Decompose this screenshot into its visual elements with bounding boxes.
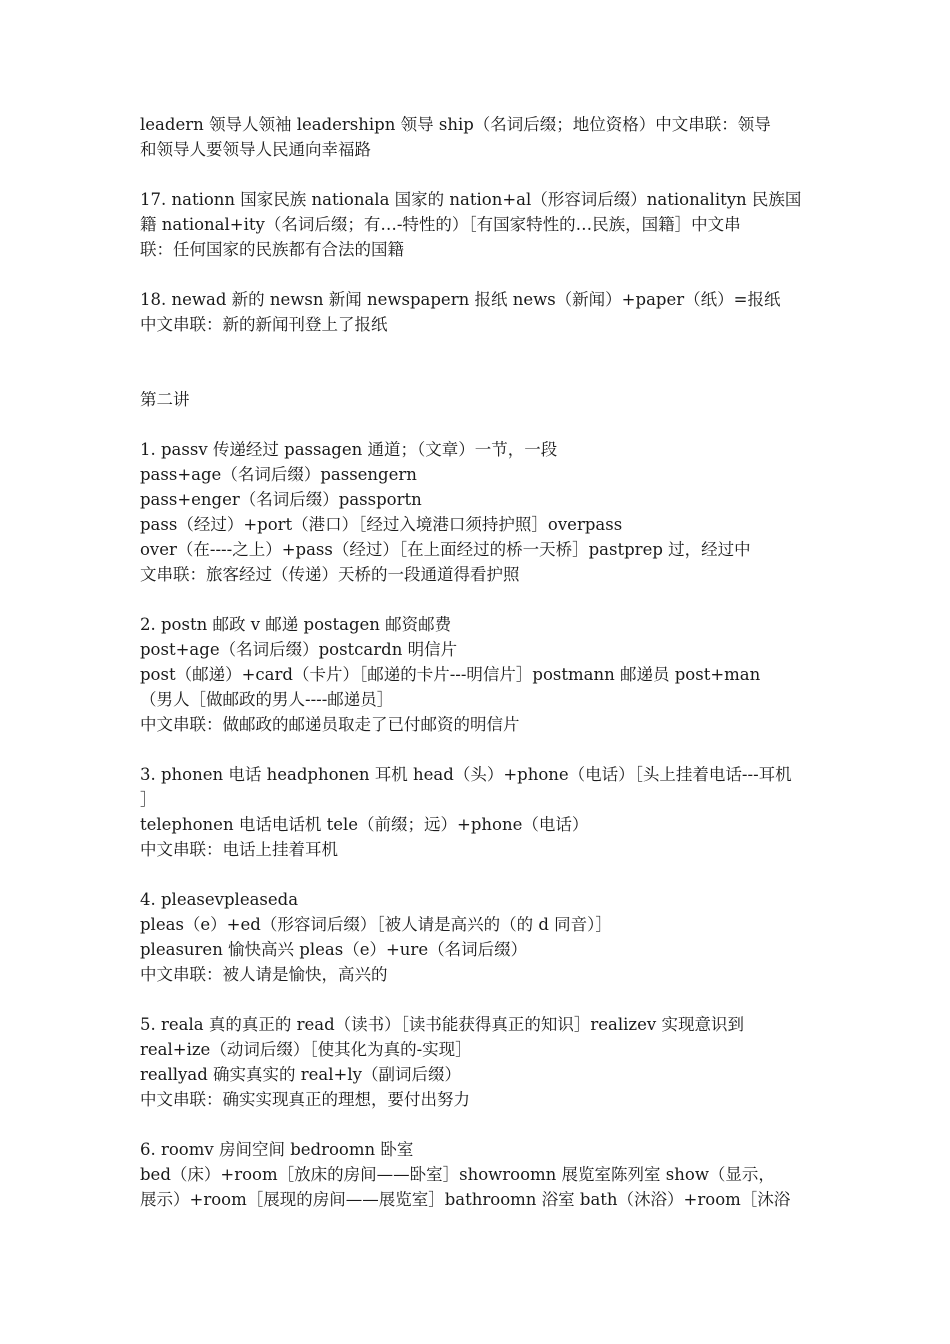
text-line: leadern 领导人领袖 leadershipn 领导 ship（名词后缀；地位资格）中文串联：领导: [140, 115, 771, 134]
text-line: pass+enger（名词后缀）passportn: [140, 490, 422, 509]
text-line: （男人［做邮政的男人----邮递员］: [140, 690, 394, 709]
text-line: 4. pleasevpleaseda: [140, 890, 299, 909]
text-line: 1. passv 传递经过 passagen 通道；（文章）一节，一段: [140, 440, 558, 459]
section-heading: [140, 387, 812, 412]
text-line: 中文串联：新的新闻刊登上了报纸: [140, 315, 388, 334]
paragraph: [140, 1137, 812, 1212]
text-line: ］: [140, 790, 157, 809]
text-line: 中文串联：做邮政的邮递员取走了已付邮资的明信片: [140, 715, 520, 734]
text-line: 展示）+room［展现的房间——展览室］bathroomn 浴室 bath（沐浴）+room［沐浴: [140, 1190, 791, 1209]
text-line: 中文串联：电话上挂着耳机: [140, 840, 338, 859]
text-line: 籍 national+ity（名词后缀；有…-特性的）［有国家特性的…民族，国籍］中文串: [140, 215, 741, 234]
text-line: pleasuren 愉快高兴 pleas（e）+ure（名词后缀）: [140, 940, 528, 959]
text-line: real+ize（动词后缀）［使其化为真的-实现］: [140, 1040, 472, 1059]
text-line: 文串联：旅客经过（传递）天桥的一段通道得看护照: [140, 565, 520, 584]
section-heading-text: 第二讲: [140, 390, 190, 409]
paragraph: [140, 112, 812, 162]
paragraph: [140, 287, 812, 337]
text-line: over（在----之上）+pass（经过）［在上面经过的桥一天桥］pastprep 过，经过中: [140, 540, 751, 559]
text-line: 中文串联：确实实现真正的理想，要付出努力: [140, 1090, 470, 1109]
text-line: 联：任何国家的民族都有合法的国籍: [140, 240, 404, 259]
text-line: post+age（名词后缀）postcardn 明信片: [140, 640, 458, 659]
text-line: 和领导人要领导人民通向幸福路: [140, 140, 371, 159]
text-line: 2. postn 邮政 v 邮递 postagen 邮资邮费: [140, 615, 452, 634]
text-line: pass（经过）+port（港口）［经过入境港口须持护照］overpass: [140, 515, 623, 534]
text-line: 6. roomv 房间空间 bedroomn 卧室: [140, 1140, 414, 1159]
paragraph: [140, 437, 812, 587]
text-line: telephonen 电话电话机 tele（前缀；远）+phone（电话）: [140, 815, 589, 834]
paragraph: [140, 1012, 812, 1112]
text-line: reallyad 确实真实的 real+ly（副词后缀）: [140, 1065, 461, 1084]
document-page: [140, 112, 812, 1237]
paragraph: [140, 612, 812, 737]
text-line: 17. nationn 国家民族 nationala 国家的 nation+al（形容词后缀）nationalityn 民族国: [140, 190, 802, 209]
text-line: 5. reala 真的真正的 read（读书）［读书能获得真正的知识］realizev 实现意识到: [140, 1015, 744, 1034]
text-line: 中文串联：被人请是愉快，高兴的: [140, 965, 388, 984]
text-line: bed（床）+room［放床的房间——卧室］showroomn 展览室陈列室 show（显示，: [140, 1165, 775, 1184]
paragraph: [140, 187, 812, 262]
paragraph: [140, 762, 812, 862]
text-line: post（邮递）+card（卡片）［邮递的卡片---明信片］postmann 邮递员 post+man: [140, 665, 761, 684]
paragraph: [140, 887, 812, 987]
text-line: pleas（e）+ed（形容词后缀）［被人请是高兴的（的 d 同音）］: [140, 915, 612, 934]
text-line: 3. phonen 电话 headphonen 耳机 head（头）+phone（电话）［头上挂着电话---耳机: [140, 765, 792, 784]
text-line: 18. newad 新的 newsn 新闻 newspapern 报纸 news（新闻）+paper（纸）=报纸: [140, 290, 781, 309]
text-line: pass+age（名词后缀）passengern: [140, 465, 417, 484]
